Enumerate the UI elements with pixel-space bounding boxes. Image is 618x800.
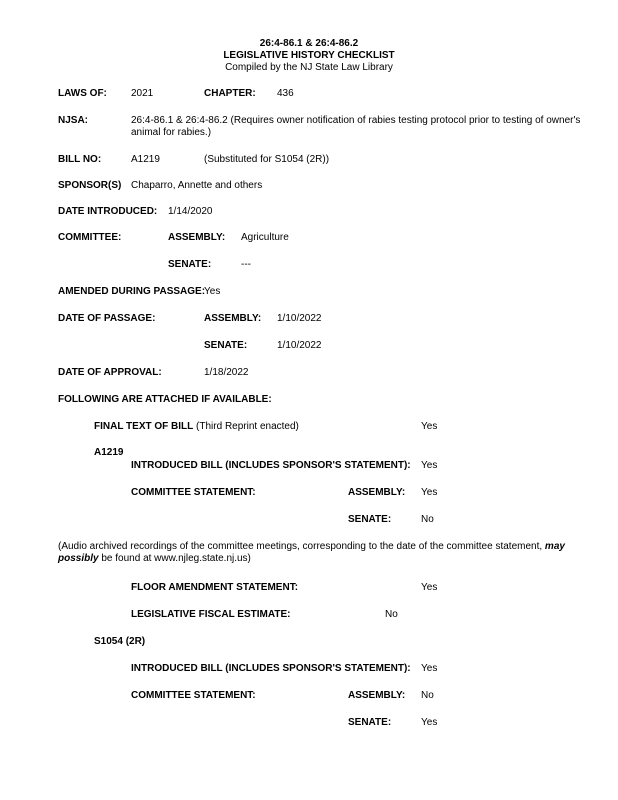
- bill-substitution-note: (Substituted for S1054 (2R)): [204, 154, 330, 165]
- s1054-introduced-value: Yes: [421, 663, 438, 674]
- date-of-passage-label: DATE OF PASSAGE:: [58, 313, 156, 324]
- a1219-assembly-value: Yes: [421, 487, 438, 498]
- final-text-note: (Third Reprint enacted): [196, 421, 299, 432]
- passage-senate-label: SENATE:: [204, 340, 248, 351]
- a1219-introduced-value: Yes: [421, 460, 438, 471]
- audio-note-possibly: possibly: [58, 553, 99, 564]
- bill-no-label: BILL NO:: [58, 154, 102, 165]
- s1054-senate-label: SENATE:: [348, 717, 392, 728]
- date-of-approval-label: DATE OF APPROVAL:: [58, 367, 162, 378]
- attached-heading: FOLLOWING ARE ATTACHED IF AVAILABLE:: [58, 394, 272, 405]
- a1219-introduced-label: INTRODUCED BILL (INCLUDES SPONSOR'S STATEMENT):: [131, 460, 411, 471]
- s1054-assembly-label: ASSEMBLY:: [348, 690, 406, 701]
- citation-heading: 26:4-86.1 & 26:4-86.2: [259, 38, 359, 49]
- final-text-value: Yes: [421, 421, 438, 432]
- floor-amendment-value: Yes: [421, 582, 438, 593]
- njsa-value: 26:4-86.1 & 26:4-86.2 (Requires owner notification of rabies testing protocol prior to testing of owner's animal for rabies.): [131, 115, 581, 138]
- laws-of-label: LAWS OF:: [58, 88, 107, 99]
- a1219-senate-value: No: [421, 514, 434, 525]
- committee-senate-value: ---: [241, 259, 251, 270]
- date-introduced-value: 1/14/2020: [168, 206, 213, 217]
- a1219-assembly-label: ASSEMBLY:: [348, 487, 406, 498]
- a1219-committee-label: COMMITTEE STATEMENT:: [131, 487, 256, 498]
- fiscal-estimate-value: No: [385, 609, 398, 620]
- page-title: LEGISLATIVE HISTORY CHECKLIST: [223, 50, 395, 61]
- committee-assembly-value: Agriculture: [241, 232, 289, 243]
- a1219-heading: A1219: [94, 447, 124, 458]
- fiscal-estimate-label: LEGISLATIVE FISCAL ESTIMATE:: [131, 609, 291, 620]
- passage-assembly-label: ASSEMBLY:: [204, 313, 262, 324]
- s1054-senate-value: Yes: [421, 717, 438, 728]
- audio-archive-note: [58, 541, 608, 565]
- committee-senate-label: SENATE:: [168, 259, 212, 270]
- sponsors-label: SPONSOR(S): [58, 180, 122, 191]
- bill-no-value: A1219: [131, 154, 160, 165]
- s1054-assembly-value: No: [421, 690, 434, 701]
- final-text-row: [94, 421, 299, 433]
- s1054-committee-label: COMMITTEE STATEMENT:: [131, 690, 256, 701]
- audio-note-text-2: be found at www.njleg.state.nj.us): [101, 553, 251, 564]
- date-introduced-label: DATE INTRODUCED:: [58, 206, 158, 217]
- floor-amendment-label: FLOOR AMENDMENT STATEMENT:: [131, 582, 299, 593]
- date-of-approval-value: 1/18/2022: [204, 367, 249, 378]
- a1219-senate-label: SENATE:: [348, 514, 392, 525]
- compiled-by: Compiled by the NJ State Law Library: [225, 62, 393, 73]
- committee-assembly-label: ASSEMBLY:: [168, 232, 226, 243]
- amended-value: Yes: [204, 286, 221, 297]
- laws-of-value: 2021: [131, 88, 154, 99]
- chapter-value: 436: [277, 88, 294, 99]
- audio-note-text-1: (Audio archived recordings of the committee meetings, corresponding to the date of the committee statement,: [58, 541, 543, 552]
- final-text-label: FINAL TEXT OF BILL: [94, 421, 194, 432]
- chapter-label: CHAPTER:: [204, 88, 256, 99]
- amended-label: AMENDED DURING PASSAGE:: [58, 286, 206, 297]
- s1054-introduced-label: INTRODUCED BILL (INCLUDES SPONSOR'S STATEMENT):: [131, 663, 411, 674]
- njsa-label: NJSA:: [58, 115, 89, 126]
- passage-assembly-value: 1/10/2022: [277, 313, 322, 324]
- passage-senate-value: 1/10/2022: [277, 340, 322, 351]
- sponsors-value: Chaparro, Annette and others: [131, 180, 263, 191]
- committee-label: COMMITTEE:: [58, 232, 122, 243]
- audio-note-may: may: [544, 541, 565, 552]
- s1054-heading: S1054 (2R): [94, 636, 146, 647]
